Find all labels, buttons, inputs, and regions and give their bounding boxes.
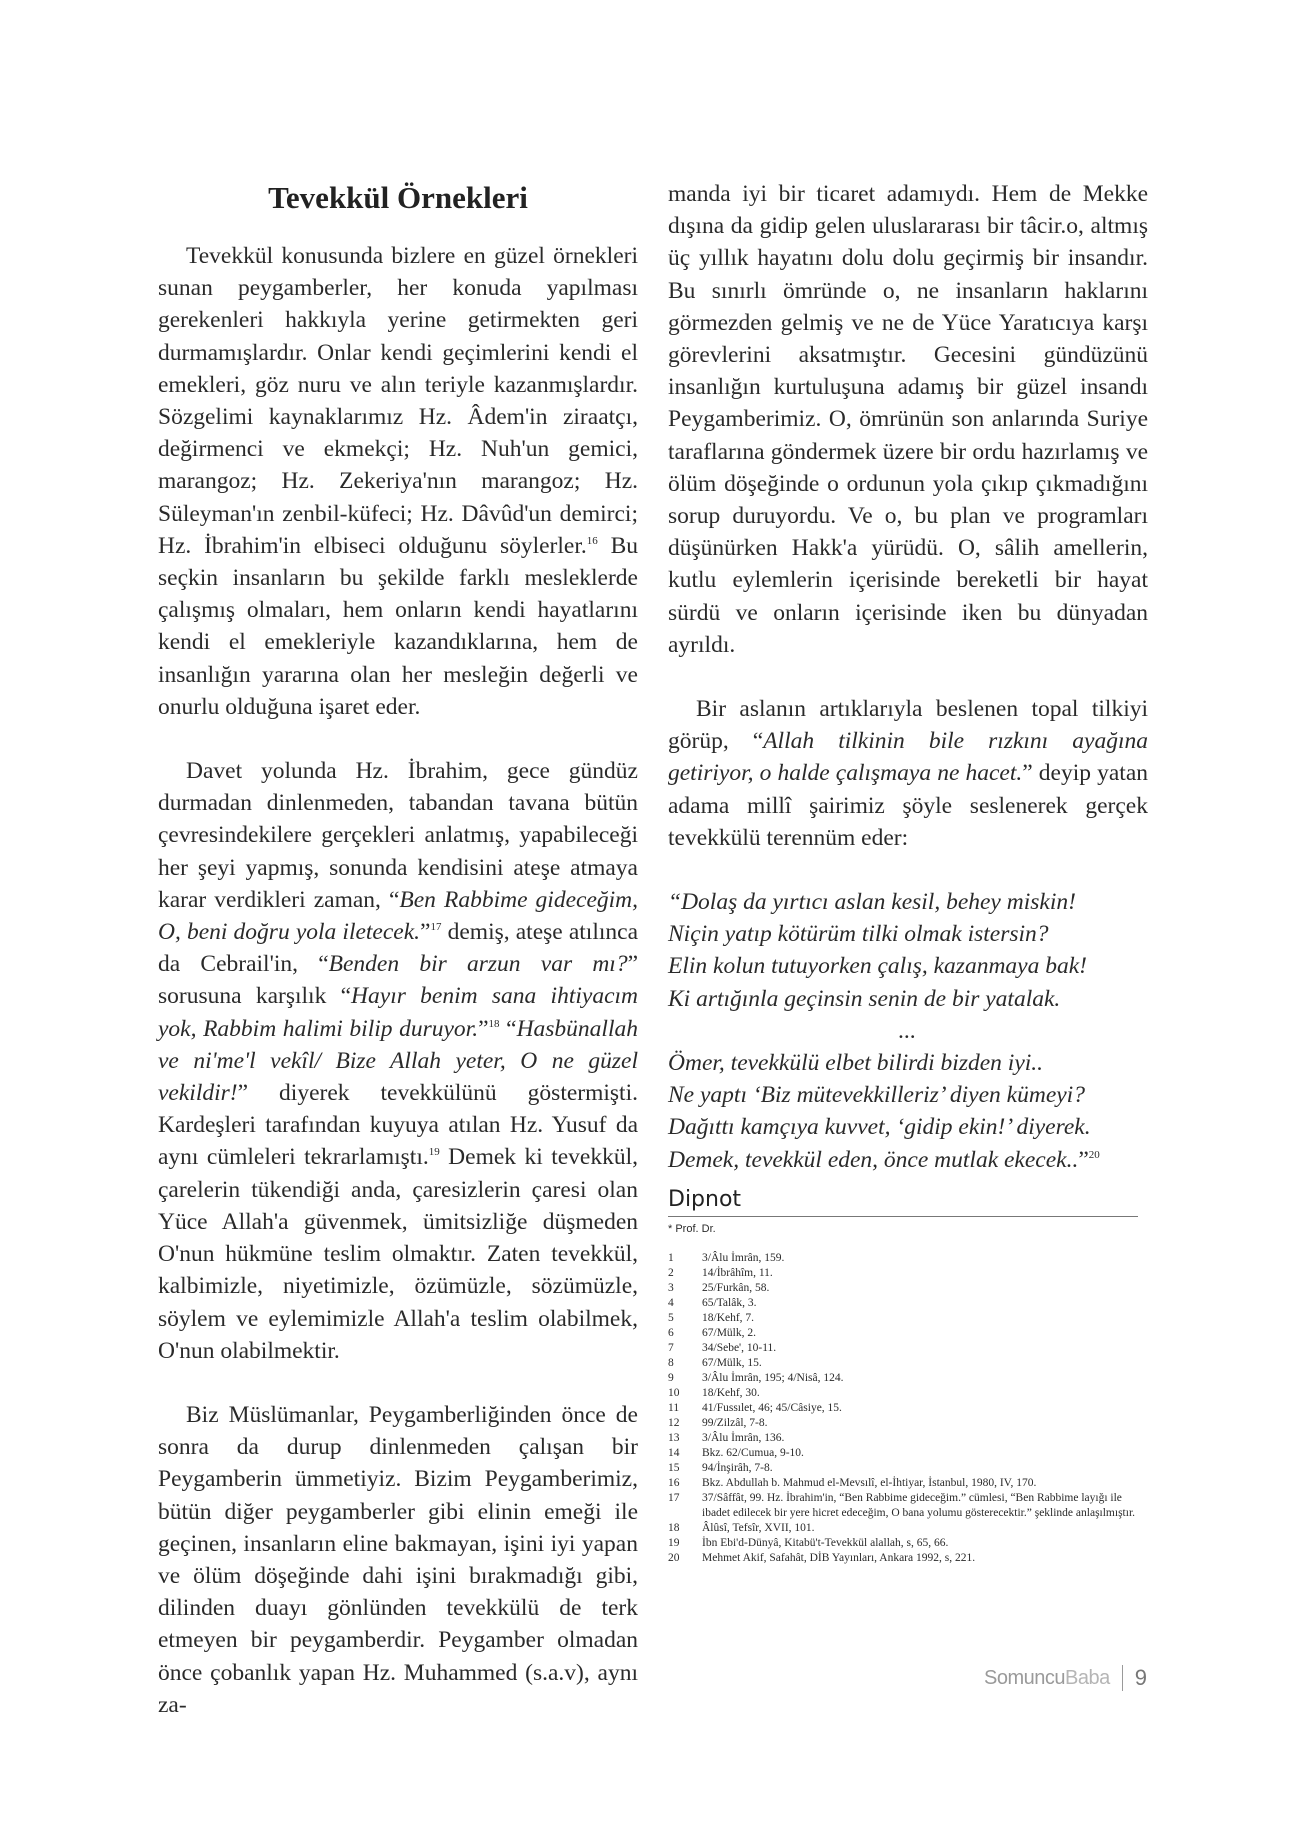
- footnote-number: 8: [668, 1357, 674, 1369]
- footnote-number: 12: [668, 1417, 680, 1429]
- footnote-item: [668, 1341, 1138, 1356]
- footnote-text: 99/Zilzâl, 7-8.: [702, 1417, 768, 1429]
- poem-line-text: Demek, tevekkül eden, önce mutlak ekecek..: [668, 1146, 1079, 1173]
- footnote-item: [668, 1356, 1138, 1371]
- brand-part-2: Baba: [1065, 1666, 1110, 1689]
- footnote-item: [668, 1251, 1138, 1266]
- left-column: [158, 178, 638, 1753]
- footnote-item: [668, 1551, 1138, 1566]
- paragraph-3-left: Biz Müslümanlar, Peygamberliğinden önce de sonra da durup dinlenmeden çalışan bir Peygamberin ümmetiyiz. Bizim Peygamberimiz, bütün diğer peygamberler gibi elinin emeği ile geçinen, insanların eline bakmayan, işini iyi yapan ve ölüm döşeğinde dahi işini bırakmadığı gibi, dilinden duayı gönlünden tevekkülü de terk etmeyen bir peygamberdir. Peygamber olmadan önce çobanlık yapan Hz. Muhammed (s.a.v), aynı za-: [158, 1401, 638, 1718]
- paragraph-2-text-c: ” sorusuna karşılık “: [158, 951, 639, 1010]
- footnotes-title: Dipnot: [668, 1187, 1138, 1217]
- paragraph-1-text: Tevekkül konusunda bizlere en güzel örnekleri sunan peygamberler, her konuda yapılması gerekenleri hakkıyla yerine getirmekten geri durmamışlardır. Onlar kendi geçimlerini kendi el emekleri, göz nuru ve alın teriyle kazanmışlardır. Sözgelimi kaynaklarımız Hz. Âdem'in ziraatçı, değirmenci ve ekmekçi; Hz. Nuh'un gemici, marangoz; Hz. Zekeriya'nın marangoz; Hz. Süleyman'ın zenbil-küfeci; Hz. Dâvûd'un demirci; Hz. İbrahim'in elbiseci olduğunu söylerler.: [158, 243, 638, 559]
- author-note: * Prof. Dr.: [668, 1223, 716, 1235]
- footnote-number: 15: [668, 1462, 680, 1474]
- poem-line: Ki artığınla geçinsin senin de bir yatalak.: [668, 985, 1061, 1012]
- footnote-number: 5: [668, 1312, 674, 1324]
- footnote-item: [668, 1401, 1138, 1416]
- footnote-text: 67/Mülk, 2.: [702, 1327, 756, 1339]
- footnote-ref-16[interactable]: 16: [586, 535, 598, 547]
- footnotes-list: [668, 1251, 1138, 1566]
- footnote-item: [668, 1296, 1138, 1311]
- footnote-number: 16: [668, 1477, 680, 1489]
- footnote-ref-17[interactable]: 17: [430, 921, 442, 934]
- footnote-number: 7: [668, 1342, 674, 1354]
- footnote-number: 9: [668, 1372, 674, 1384]
- paragraph-4-text-a: Bir aslanın artıklarıyla beslenen topal tilkiyi görüp, “: [668, 696, 1148, 755]
- paragraph-4: [668, 693, 1148, 854]
- footnote-item: [668, 1461, 1138, 1476]
- paragraph-4-text-b: ” deyip yatan adama millî şairimiz şöyle seslenerek gerçek tevekkülü terennüm eder:: [668, 760, 1148, 851]
- footnote-number: 19: [668, 1537, 680, 1549]
- footnote-number: 6: [668, 1327, 674, 1339]
- paragraph-3-right: manda iyi bir ticaret adamıydı. Hem de Mekke dışına da gidip gelen uluslararası bir tâcir.o, altmış üç yıllık hayatını dolu dolu geçirmiş bir insandır. Bu sınırlı ömründe o, ne insanların haklarını görmezden gelmiş ve ne de Yüce Yaratıcıya karşı görevlerini aksatmıştır. Gecesini gündüzünü insanlığın kurtuluşuna adamış bir güzel insandı Peygamberimiz. O, ömrünün son anlarında Suriye taraflarına göndermek üzere bir ordu hazırlamış ve ölüm döşeğinde o ordunun yola çıkıp çıkmadığını sorup duruyordu. Ve o, bu plan ve programları düşünürken Hakk'a yürüdü. O, sâlih amellerin, kutlu eylemlerin içerisinde bereketli bir hayat sürdü ve onların içerisinde iken bu dünyadan ayrıldı.: [668, 181, 1148, 658]
- quote-tilki: Allah tilkinin bile rızkını ayağına getiriyor, o halde çalışmaya ne hacet.: [668, 728, 1148, 787]
- paragraph-1-text-b: Bu seçkin insanların bu şekilde farklı mesleklerde çalışmış olmaları, hem onların kendi hayatlarını kendi el emekleriyle kazandıklarına, hem de insanlığın yararına olan her mesleğin değerli ve onurlu olduğuna işaret eder.: [158, 532, 638, 720]
- footnote-text: 65/Talâk, 3.: [702, 1297, 757, 1309]
- footnote-number: 10: [668, 1387, 680, 1399]
- paragraph-1: [158, 240, 638, 723]
- footnote-text: Bkz. Abdullah b. Mahmud el-Mevsılî, el-İhtiyar, İstanbul, 1980, IV, 170.: [702, 1477, 1037, 1489]
- footnote-number: 20: [668, 1552, 680, 1564]
- quote-ibrahim: Ben Rabbime gideceğim, O, beni doğru yola iletecek.: [158, 886, 638, 946]
- poem-line: Elin kolun tutuyorken çalış, kazanmaya bak!: [668, 953, 1087, 980]
- footnotes-section: [668, 1187, 1138, 1566]
- paragraph-2-text-f: Demek ki tevekkül, çarelerin tükendiği anda, çaresizlerin çaresi olan Yüce Allah'a güvenmek, ümitsizliğe düşmeden O'nun hükmüne teslim olmaktır. Zaten tevekkül, kalbimizle, niyetimizle, özümüzle, sözümüzle, söylem ve eylemimizle Allah'a teslim olabilmek, O'nun olabilmektir.: [158, 1144, 638, 1364]
- footnote-item: [668, 1416, 1138, 1431]
- footnote-text: 18/Kehf, 30.: [702, 1387, 760, 1399]
- footnote-item: [668, 1386, 1138, 1401]
- footnote-item: [668, 1521, 1138, 1536]
- paragraph-2-text-a: Davet yolunda Hz. İbrahim, gece gündüz durmadan dinlenmeden, tabandan tavana bütün çevresindekilere gerçekleri anlatmış, yapabileceği her şeyi yapmış, sonunda kendisini ateşe atmaya karar verdikleri zaman, “: [158, 758, 638, 913]
- poem-line: Niçin yatıp kötürüm tilki olmak istersin?: [668, 921, 1049, 948]
- quote-cebrail: Benden bir arzun var mı?: [328, 951, 628, 978]
- footnote-number: 14: [668, 1447, 680, 1459]
- footnote-item: [668, 1431, 1138, 1446]
- footnote-number: 1: [668, 1252, 674, 1264]
- poem-close-quote: ”: [1078, 1146, 1089, 1173]
- footnote-item: [668, 1491, 1138, 1521]
- paragraph-2-text-d: “: [499, 1015, 517, 1042]
- footnote-item: [668, 1536, 1138, 1551]
- footnote-item: [668, 1476, 1138, 1491]
- footnote-item: [668, 1311, 1138, 1326]
- footnote-text: Bkz. 62/Cumua, 9-10.: [702, 1447, 804, 1459]
- footnote-number: 17: [668, 1492, 680, 1504]
- footnote-text: 18/Kehf, 7.: [702, 1312, 755, 1324]
- quote-hasbunallah: Hasbünallah ve ni'me'l vekîl/ Bize Allah yeter, O ne güzel vekildir!: [158, 1015, 638, 1107]
- footnote-number: 13: [668, 1432, 680, 1444]
- footnote-text: 14/İbrâhîm, 11.: [702, 1267, 773, 1279]
- footnote-item: [668, 1266, 1138, 1281]
- poem-line-last: [668, 1144, 1148, 1176]
- footnote-item: [668, 1281, 1138, 1296]
- magazine-brand: [984, 1667, 1110, 1690]
- footnote-number: 2: [668, 1267, 674, 1279]
- footnote-text: Âlûsî, Tefsîr, XVII, 101.: [702, 1522, 815, 1534]
- footnote-number: 18: [668, 1522, 680, 1534]
- footnote-ref-20[interactable]: 20: [1088, 1148, 1100, 1161]
- page-footer: [984, 1665, 1147, 1691]
- footnote-text: 94/İnşirâh, 7-8.: [702, 1462, 773, 1474]
- footer-divider: [1122, 1665, 1123, 1691]
- footnote-number: 3: [668, 1282, 674, 1294]
- footnote-item: [668, 1371, 1138, 1386]
- footnote-item: [668, 1446, 1138, 1461]
- brand-part-1: Somuncu: [984, 1666, 1066, 1689]
- footnote-text: 67/Mülk, 15.: [702, 1357, 762, 1369]
- footnote-text: 3/Âlu İmrân, 195; 4/Nisâ, 124.: [702, 1372, 844, 1384]
- poem-line: Ne yaptı ‘Biz mütevekkilleriz’ diyen kümeyi?: [668, 1082, 1085, 1109]
- paragraph-2: Davet yolunda Hz. İbrahim, gece gündüz durmadan dinlenmeden, tabandan tavana bütün çevresindekilere gerçekleri anlatmış, yapabileceği her şeyi yapmış, sonunda kendisini ateşe atmaya karar verdikleri zaman, “Ben Rabbime gideceğim, O, beni doğru yola iletecek.”$^{17}$ demiş, ateşe atılınca da Cebrail'in, “Benden bir arzun var mı?” sorusuna karşılık “Hayır benim sana ihtiyacım yok, Rabbim halimi bilip duruyor.”$^{18}$ “Hasbünallah ve ni'me'l vekîl/ Bize Allah yeter, O ne güzel vekildir!” diyerek tevekkülünü göstermişti. Kardeşleri tarafından kuyuya atılan Hz. Yusuf da aynı cümleleri tekrarlamıştı.$^{19}$ Demek ki tevekkül, çarelerin tükendiği anda, çaresizlerin çaresi olan Yüce Allah'a güvenmek, ümitsizliğe düşmeden O'nun hükmüne teslim olmaktır. Zaten tevekkül, kalbimizle, niyetimizle, özümüzle, sözümüzle, söylem ve eylemimizle Allah'a teslim olabilmek, O'nun olabilmektir.: [158, 758, 639, 1364]
- footnote-text: Mehmet Akif, Safahât, DİB Yayınları, Ankara 1992, s, 221.: [702, 1552, 976, 1564]
- article-title: Tevekkül Örnekleri: [268, 180, 528, 215]
- footnote-number: 4: [668, 1297, 674, 1309]
- paragraph-2-text-e: ” diyerek tevekkülünü göstermişti. Kardeşleri tarafından kuyuya atılan Hz. Yusuf da aynı cümleleri tekrarlamıştı.: [158, 1080, 638, 1171]
- poem: [668, 886, 1148, 1176]
- poem-line: Ömer, tevekkülü elbet bilirdi bizden iyi..: [668, 1050, 1044, 1077]
- right-column: [668, 178, 1148, 1206]
- footnote-text: 41/Fussılet, 46; 45/Câsiye, 15.: [702, 1402, 842, 1414]
- poem-line: Dağıttı kamçıya kuvvet, ‘gidip ekin!’ diyerek.: [668, 1114, 1091, 1141]
- footnote-text: 3/Âlu İmrân, 159.: [702, 1252, 785, 1264]
- footnote-text: İbn Ebi'd-Dünyâ, Kitabü't-Tevekkül alallah, s, 65, 66.: [702, 1537, 949, 1549]
- footnote-text: 37/Sâffât, 99. Hz. İbrahim'in, “Ben Rabbime gideceğim.” cümlesi, “Ben Rabbime layığı ile ibadet edilecek bir yere hicret edeceğim, O bana yolumu gösterecektir.” şeklinde anlaşılmıştır.: [702, 1492, 1136, 1519]
- footnote-ref-18[interactable]: 18: [488, 1017, 500, 1030]
- footnote-number: 11: [668, 1402, 680, 1414]
- paragraph-2-text-b: demiş, ateşe atılınca da Cebrail'in, “: [158, 919, 638, 978]
- footnote-text: 34/Sebe', 10-11.: [702, 1342, 777, 1354]
- poem-line: “Dolaş da yırtıcı aslan kesil, behey miskin!: [668, 889, 1076, 916]
- page-number: 9: [1134, 1665, 1147, 1690]
- footnote-text: 3/Âlu İmrân, 136.: [702, 1432, 785, 1444]
- footnote-item: [668, 1326, 1138, 1341]
- footnote-text: 25/Furkân, 58.: [702, 1282, 770, 1294]
- quote-reply: Hayır benim sana ihtiyacım yok, Rabbim halimi bilip duruyor.: [158, 983, 638, 1042]
- poem-ellipsis: ...: [898, 1017, 916, 1044]
- footnote-ref-19[interactable]: 19: [428, 1146, 440, 1159]
